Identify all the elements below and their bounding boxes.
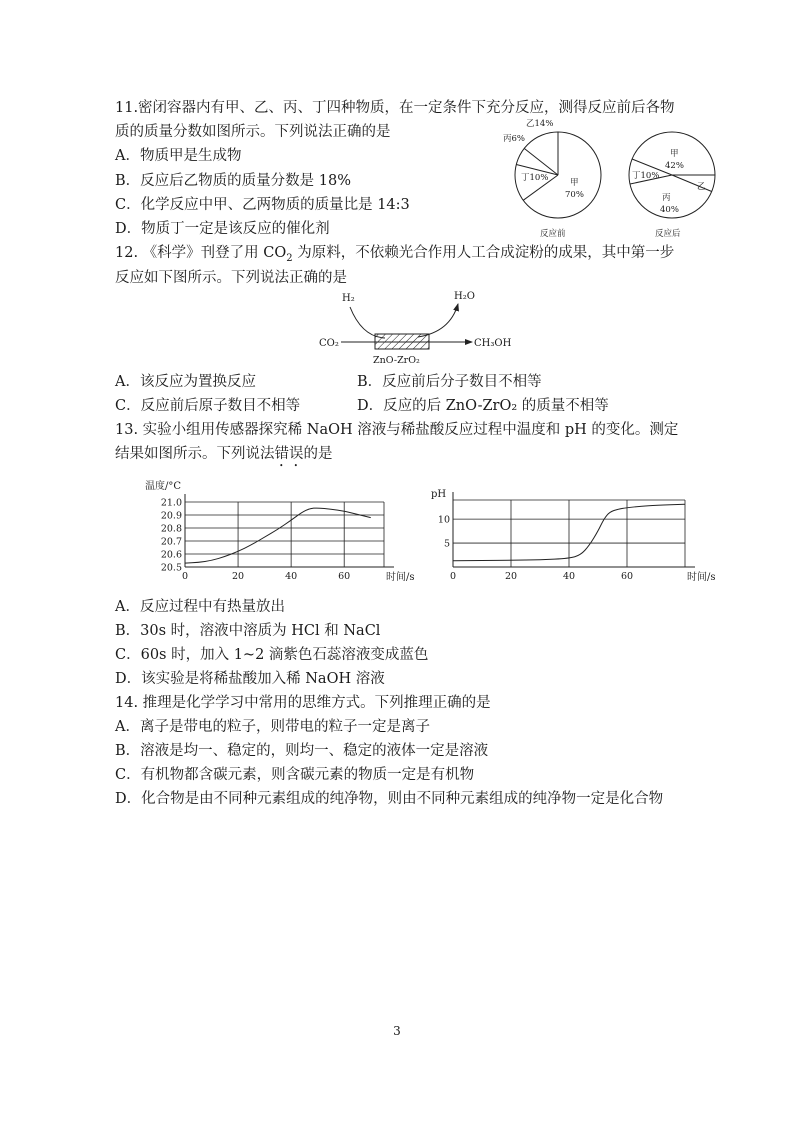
q13-stem-line2 [115,444,333,470]
pie-after-label-jia-name: 甲 [670,149,679,159]
q14-stem: 14. 推理是化学学习中常用的思维方式。下列推理正确的是 [115,695,491,711]
q13-stem-pre: 结果如图所示。下列说法 [115,446,275,462]
pie-after-label-bing-pct: 40% [660,205,679,215]
pie-after-label-yi: 乙 [697,182,706,192]
q13-stem-emphasis: 错误 [274,446,304,462]
diagram-h2-curve [350,307,385,338]
q13-stem-line1: 13. 实验小组用传感器探究稀 NaOH 溶液与稀盐酸反应过程中温度和 pH 的变化。测定 [115,422,679,438]
q14-option-d: D．化合物是由不同种元素组成的纯净物，则由不同种元素组成的纯净物一定是化合物 [115,791,664,807]
q12-stem-line2: 反应如下图所示。下列说法正确的是 [115,270,347,286]
y-axis-label: 温度/°C [145,481,182,492]
pie-before [503,119,601,239]
q14-option-c: C．有机物都含碳元素，则含碳元素的物质一定是有机物 [115,767,475,783]
pie-after-caption: 反应后 [655,229,681,239]
series-line [185,508,371,563]
pie-after-label-bing-name: 丙 [662,193,671,203]
x-tick-label: 40 [285,571,298,582]
q12-option-c: C．反应前后原子数目不相等 [115,398,301,414]
diagram-h2-label: H₂ [342,293,355,304]
q11-option-d: D．物质丁一定是该反应的催化剂 [115,221,330,237]
q13-option-b: B．30s 时，溶液中溶质为 HCl 和 NaCl [115,623,381,639]
q12-reaction-diagram [310,282,540,372]
q12-option-b: B．反应前后分子数目不相等 [357,374,542,390]
q11-stem-line1: 11.密闭容器内有甲、乙、丙、丁四种物质，在一定条件下充分反应，测得反应前后各物 [115,100,675,116]
pie-before-label-jia-name: 甲 [570,178,579,188]
y-tick-label: 10 [437,514,450,526]
x-tick-label: 60 [338,571,351,582]
y-tick-label: 21.0 [160,497,182,509]
ph-chart [425,480,716,590]
q12-option-d: D．反应的后 ZnO-ZrO₂ 的质量不相等 [357,398,609,414]
diagram-co2-label: CO₂ [319,338,339,349]
q11-stem-line2: 质的质量分数如图所示。下列说法正确的是 [115,124,391,140]
x-tick-label: 0 [449,571,457,582]
q14-option-a: A．离子是带电的粒子，则带电的粒子一定是离子 [115,719,430,735]
q11-option-b: B．反应后乙物质的质量分数是 18% [115,173,351,189]
diagram-product-label: CH₃OH [474,338,512,349]
x-tick-label: 0 [181,571,189,582]
y-tick-label: 20.5 [160,562,182,574]
y-tick-label: 20.8 [160,523,182,535]
y-tick-label: 20.9 [160,510,182,522]
q13-option-c: C．60s 时，加入 1~2 滴紫色石蕊溶液变成蓝色 [115,647,429,663]
pie-after [629,132,715,239]
q12-stem-post: 为原料，不依赖光合作用人工合成淀粉的成果，其中第一步 [292,245,675,261]
q12-option-a: A．该反应为置换反应 [115,374,256,390]
diagram-h2o-label: H₂O [454,291,475,302]
pie-before-label-jia-pct: 70% [565,190,584,200]
pie-before-label-bing: 丙6% [503,134,525,144]
x-tick-label: 40 [562,571,576,582]
y-axis-label: pH [431,489,447,500]
pie-after-label-ding: 丁10% [632,171,660,181]
pie-before-caption: 反应前 [540,229,566,239]
q12-stem-pre: 12. 《科学》刊登了用 CO [115,245,287,261]
y-tick-label: 5 [443,538,450,550]
x-tick-label: 20 [504,571,518,582]
diagram-catalyst-label: ZnO-ZrO₂ [373,355,420,366]
pie-after-label-jia-pct: 42% [665,161,684,171]
x-tick-label: 60 [620,571,634,582]
x-axis-label: 时间/s [687,572,716,583]
pie-before-label-yi: 乙14% [526,119,554,129]
q13-option-d: D．该实验是将稀盐酸加入稀 NaOH 溶液 [115,671,385,687]
q13-stem-post: 的是 [303,446,333,462]
q14-option-b: B．溶液是均一、稳定的，则均一、稳定的液体一定是溶液 [115,743,489,759]
pie-after-divider-yi-bing [672,175,712,192]
q11-option-a: A．物质甲是生成物 [115,148,242,164]
q12-stem-line1 [115,243,674,269]
diagram-h2o-curve [418,304,458,337]
y-tick-label: 20.7 [160,536,182,548]
q13-option-a: A．反应过程中有热量放出 [115,599,285,615]
q12-stem-sub: 2 [286,252,293,264]
x-axis-label: 时间/s [386,572,415,583]
pie-before-label-ding: 丁10% [521,173,549,183]
y-tick-label: 20.6 [160,549,182,561]
q11-option-c: C．化学反应中甲、乙两物质的质量比是 14:3 [115,197,410,213]
x-tick-label: 20 [232,571,245,582]
q11-pie-figure [490,110,740,240]
page-number: 3 [393,1024,401,1038]
temperature-chart [140,475,415,590]
